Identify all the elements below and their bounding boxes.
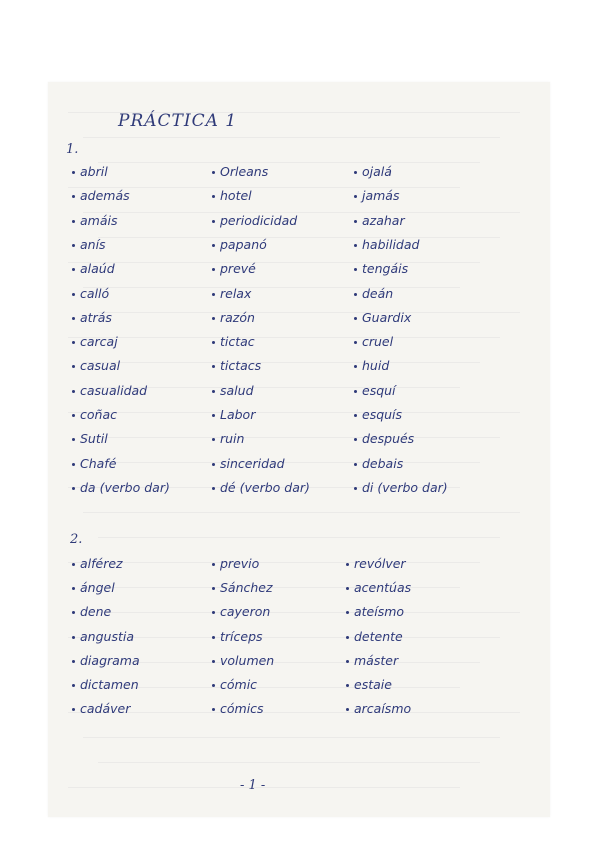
bullet-dot xyxy=(72,195,75,198)
bullet-dot xyxy=(72,317,75,320)
bullet-dot xyxy=(72,587,75,590)
bleed-through-line xyxy=(83,662,480,663)
section1-col3-word: esquís xyxy=(354,407,402,422)
bullet-dot xyxy=(212,268,215,271)
section1-col1-word: amáis xyxy=(72,213,117,228)
bullet-dot xyxy=(72,636,75,639)
bleed-through-line xyxy=(83,287,460,288)
section1-col1-word: abril xyxy=(72,164,108,179)
bullet-dot xyxy=(212,463,215,466)
section2-col1-word: alférez xyxy=(72,556,123,571)
bullet-dot xyxy=(354,463,357,466)
section1-col1-word: casual xyxy=(72,358,120,373)
bleed-through-line xyxy=(98,237,500,238)
bullet-dot xyxy=(354,171,357,174)
bullet-dot xyxy=(212,611,215,614)
section1-col3-word: di (verbo dar) xyxy=(354,480,448,495)
section2-col1-word: dictamen xyxy=(72,677,139,692)
section1-col2-word: razón xyxy=(212,310,255,325)
section2-col3-word: ateísmo xyxy=(346,604,404,619)
bullet-dot xyxy=(212,684,215,687)
section1-col3-word: después xyxy=(354,431,414,446)
section-1-label: 1. xyxy=(66,142,79,157)
bullet-dot xyxy=(354,390,357,393)
section1-col2-word: tictac xyxy=(212,334,255,349)
section2-col3-word: estaie xyxy=(346,677,392,692)
bullet-dot xyxy=(212,660,215,663)
bullet-dot xyxy=(72,487,75,490)
section2-col3-word: acentúas xyxy=(346,580,411,595)
bullet-dot xyxy=(212,293,215,296)
section2-col1-word: diagrama xyxy=(72,653,140,668)
bullet-dot xyxy=(346,708,349,711)
bullet-dot xyxy=(72,438,75,441)
section1-col2-word: salud xyxy=(212,383,254,398)
section1-col3-word: cruel xyxy=(354,334,393,349)
section2-col1-word: ángel xyxy=(72,580,115,595)
bullet-dot xyxy=(72,611,75,614)
bullet-dot xyxy=(72,463,75,466)
bullet-dot xyxy=(72,220,75,223)
bullet-dot xyxy=(72,293,75,296)
bullet-dot xyxy=(212,317,215,320)
bullet-dot xyxy=(212,244,215,247)
section2-col1-word: angustia xyxy=(72,629,134,644)
section1-col2-word: ruin xyxy=(212,431,244,446)
section2-col2-word: previo xyxy=(212,556,259,571)
bullet-dot xyxy=(72,268,75,271)
bullet-dot xyxy=(212,487,215,490)
bullet-dot xyxy=(212,438,215,441)
bullet-dot xyxy=(354,487,357,490)
bullet-dot xyxy=(212,563,215,566)
bullet-dot xyxy=(346,636,349,639)
bullet-dot xyxy=(72,708,75,711)
section1-col3-word: habilidad xyxy=(354,237,419,252)
section1-col2-word: papanó xyxy=(212,237,267,252)
bullet-dot xyxy=(212,220,215,223)
bleed-through-line xyxy=(83,362,480,363)
bullet-dot xyxy=(354,365,357,368)
bullet-dot xyxy=(212,414,215,417)
bleed-through-line xyxy=(98,462,480,463)
section1-col3-word: jamás xyxy=(354,188,399,203)
bullet-dot xyxy=(212,365,215,368)
section1-col2-word: dé (verbo dar) xyxy=(212,480,310,495)
bullet-dot xyxy=(354,293,357,296)
bleed-through-line xyxy=(68,337,500,338)
section1-col2-word: prevé xyxy=(212,261,256,276)
bullet-dot xyxy=(346,563,349,566)
bullet-dot xyxy=(72,365,75,368)
bullet-dot xyxy=(212,341,215,344)
bullet-dot xyxy=(72,341,75,344)
bleed-through-line xyxy=(98,687,460,688)
bleed-through-line xyxy=(98,537,500,538)
bullet-dot xyxy=(72,244,75,247)
bleed-through-line xyxy=(98,387,460,388)
bleed-through-line xyxy=(98,312,520,313)
bullet-dot xyxy=(72,390,75,393)
section1-col2-word: sinceridad xyxy=(212,456,285,471)
bleed-through-line xyxy=(68,562,480,563)
section1-col1-word: anís xyxy=(72,237,106,252)
page-number: - 1 - xyxy=(240,778,266,793)
bullet-dot xyxy=(212,390,215,393)
section1-col3-word: debais xyxy=(354,456,403,471)
bleed-through-line xyxy=(68,262,480,263)
bullet-dot xyxy=(346,587,349,590)
bullet-dot xyxy=(354,195,357,198)
section1-col1-word: atrás xyxy=(72,310,112,325)
section1-col2-word: relax xyxy=(212,286,251,301)
bullet-dot xyxy=(72,171,75,174)
bullet-dot xyxy=(354,268,357,271)
bullet-dot xyxy=(212,171,215,174)
bleed-through-line xyxy=(98,612,520,613)
section1-col3-word: deán xyxy=(354,286,393,301)
bullet-dot xyxy=(354,414,357,417)
bleed-through-line xyxy=(83,512,520,513)
section-2-label: 2. xyxy=(70,532,83,547)
section2-col3-word: revólver xyxy=(346,556,406,571)
page-title: PRÁCTICA 1 xyxy=(118,111,238,131)
bullet-dot xyxy=(212,587,215,590)
section1-col3-word: tengáis xyxy=(354,261,408,276)
bullet-dot xyxy=(212,195,215,198)
bleed-through-line xyxy=(83,737,500,738)
bullet-dot xyxy=(72,563,75,566)
section2-col2-word: cómic xyxy=(212,677,257,692)
bleed-through-line xyxy=(68,712,520,713)
section1-col1-word: coñac xyxy=(72,407,117,422)
section1-col2-word: hotel xyxy=(212,188,252,203)
bullet-dot xyxy=(354,317,357,320)
section2-col3-word: máster xyxy=(346,653,398,668)
bullet-dot xyxy=(346,660,349,663)
section1-col2-word: Orleans xyxy=(212,164,268,179)
section1-col3-word: huid xyxy=(354,358,389,373)
bullet-dot xyxy=(212,708,215,711)
section1-col2-word: Labor xyxy=(212,407,255,422)
bleed-through-line xyxy=(83,137,500,138)
bullet-dot xyxy=(72,684,75,687)
bullet-dot xyxy=(72,660,75,663)
section1-col1-word: además xyxy=(72,188,130,203)
section2-col2-word: Sánchez xyxy=(212,580,273,595)
section1-col3-word: Guardix xyxy=(354,310,411,325)
section1-col1-word: calló xyxy=(72,286,109,301)
section1-col1-word: Sutil xyxy=(72,431,108,446)
section1-col1-word: alaúd xyxy=(72,261,115,276)
bleed-through-line xyxy=(98,762,480,763)
bullet-dot xyxy=(354,341,357,344)
section1-col1-word: carcaj xyxy=(72,334,118,349)
section2-col2-word: cayeron xyxy=(212,604,270,619)
section1-col3-word: ojalá xyxy=(354,164,392,179)
bullet-dot xyxy=(72,414,75,417)
section1-col1-word: da (verbo dar) xyxy=(72,480,170,495)
bleed-through-line xyxy=(68,412,520,413)
section1-col3-word: esquí xyxy=(354,383,396,398)
section2-col1-word: cadáver xyxy=(72,701,130,716)
section2-col1-word: dene xyxy=(72,604,111,619)
section2-col3-word: detente xyxy=(346,629,403,644)
section1-col3-word: azahar xyxy=(354,213,405,228)
section2-col3-word: arcaísmo xyxy=(346,701,411,716)
bullet-dot xyxy=(346,611,349,614)
section2-col2-word: tríceps xyxy=(212,629,263,644)
section1-col2-word: periodicidad xyxy=(212,213,297,228)
bleed-through-line xyxy=(83,437,500,438)
section2-col2-word: cómics xyxy=(212,701,264,716)
section1-col1-word: casualidad xyxy=(72,383,147,398)
bullet-dot xyxy=(212,636,215,639)
bleed-through-line xyxy=(98,162,480,163)
bullet-dot xyxy=(346,684,349,687)
bleed-through-line xyxy=(83,212,520,213)
bullet-dot xyxy=(354,244,357,247)
bullet-dot xyxy=(354,438,357,441)
section1-col2-word: tictacs xyxy=(212,358,261,373)
bullet-dot xyxy=(354,220,357,223)
section2-col2-word: volumen xyxy=(212,653,274,668)
section1-col1-word: Chafé xyxy=(72,456,116,471)
